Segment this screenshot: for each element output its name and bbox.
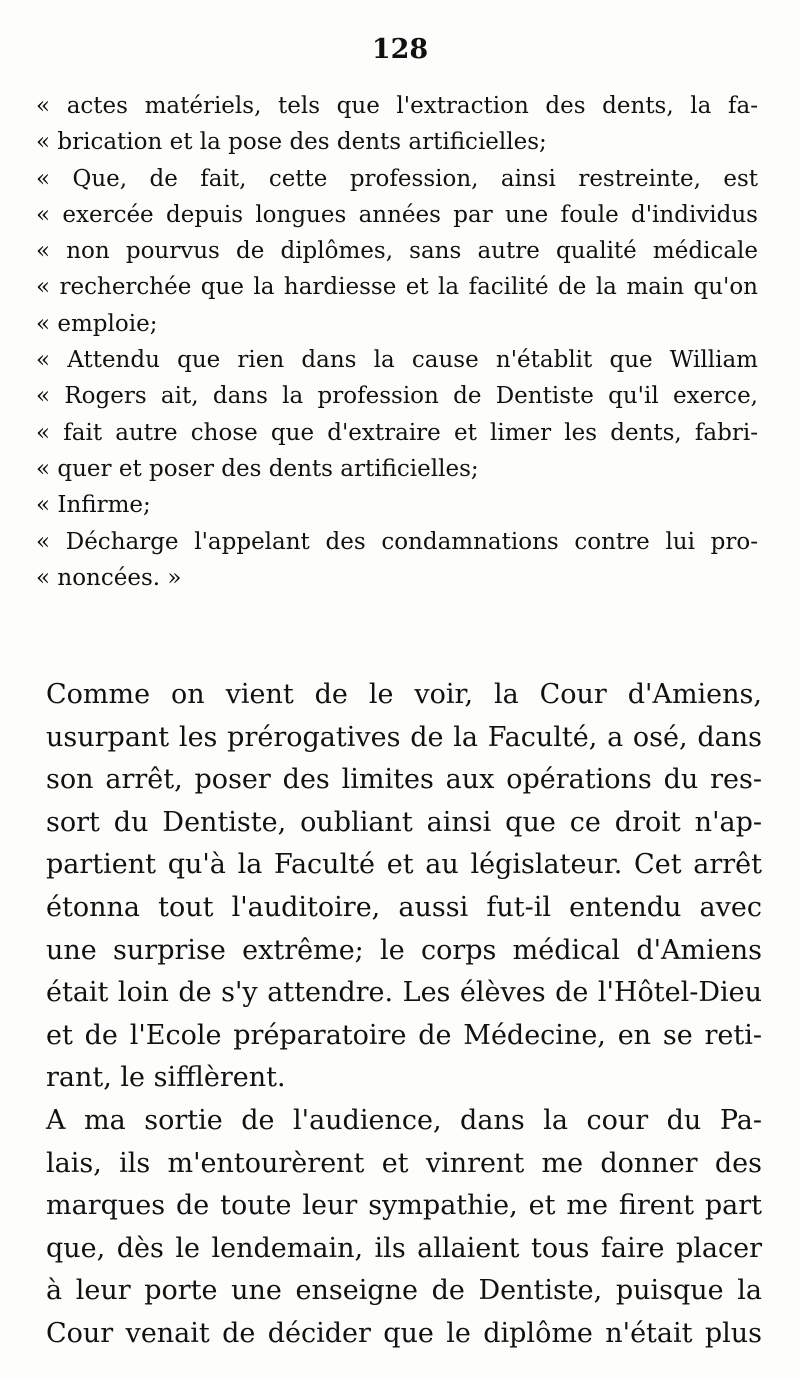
body-line: usurpant les prérogatives de la Faculté, a osé, dans [46,721,762,753]
quote-line: « recherchée que la hardiesse et la facilité de la main qu'on [36,274,758,301]
quote-line: « exercée depuis longues années par une foule d'individus [36,201,758,228]
body-line: marques de toute leur sympathie, et me firent part [46,1190,762,1222]
body-line: que, dès le lendemain, ils allaient tous faire placer [46,1232,762,1264]
quote-line: « emploie; [36,310,158,337]
body-line: lais, ils m'entourèrent et vinrent me donner des [46,1147,762,1179]
page-number: 128 [371,34,429,65]
body-paragraphs [46,674,762,1356]
quote-line: « quer et poser des dents artificielles; [36,455,479,482]
quoted-judgment [36,88,758,596]
quote-line: « actes matériels, tels que l'extraction des dents, la fa- [36,93,758,119]
quote-line: « noncées. » [36,564,182,591]
body-line: A ma sortie de l'audience, dans la cour du Pa- [46,1104,762,1136]
quote-line: « Que, de fait, cette profession, ainsi restreinte, est [36,165,758,192]
body-line: et de l'Ecole préparatoire de Médecine, en se reti- [46,1019,762,1051]
quote-line: « non pourvus de diplômes, sans autre qualité médicale [36,238,758,265]
body-line: rant, le sifflèrent. [46,1062,286,1094]
quote-line: « brication et la pose des dents artificielles; [36,129,547,156]
body-line: était loin de s'y attendre. Les élèves de l'Hôtel-Dieu [46,977,762,1009]
body-line: Comme on vient de le voir, la Cour d'Amiens, [46,679,762,710]
quote-line: « Infirme; [36,492,151,519]
quote-line: « fait autre chose que d'extraire et limer les dents, fabri- [36,419,758,446]
quote-line: « Décharge l'appelant des condamnations contre lui pro- [36,528,758,555]
body-line: partient qu'à la Faculté et au législateur. Cet arrêt [46,849,762,881]
body-line: étonna tout l'auditoire, aussi fut-il entendu avec [46,891,762,923]
quote-line: « Attendu que rien dans la cause n'établit que William [36,347,758,374]
quote-line: « Rogers ait, dans la profession de Dentiste qu'il exerce, [36,383,758,410]
body-line: son arrêt, poser des limites aux opérations du res- [46,764,762,796]
body-line: à leur porte une enseigne de Dentiste, puisque la [46,1275,762,1307]
body-line: Cour venait de décider que le diplôme n'était plus [46,1317,762,1349]
body-line: sort du Dentiste, oubliant ainsi que ce droit n'ap- [46,806,762,838]
body-line: une surprise extrême; le corps médical d'Amiens [46,934,762,966]
